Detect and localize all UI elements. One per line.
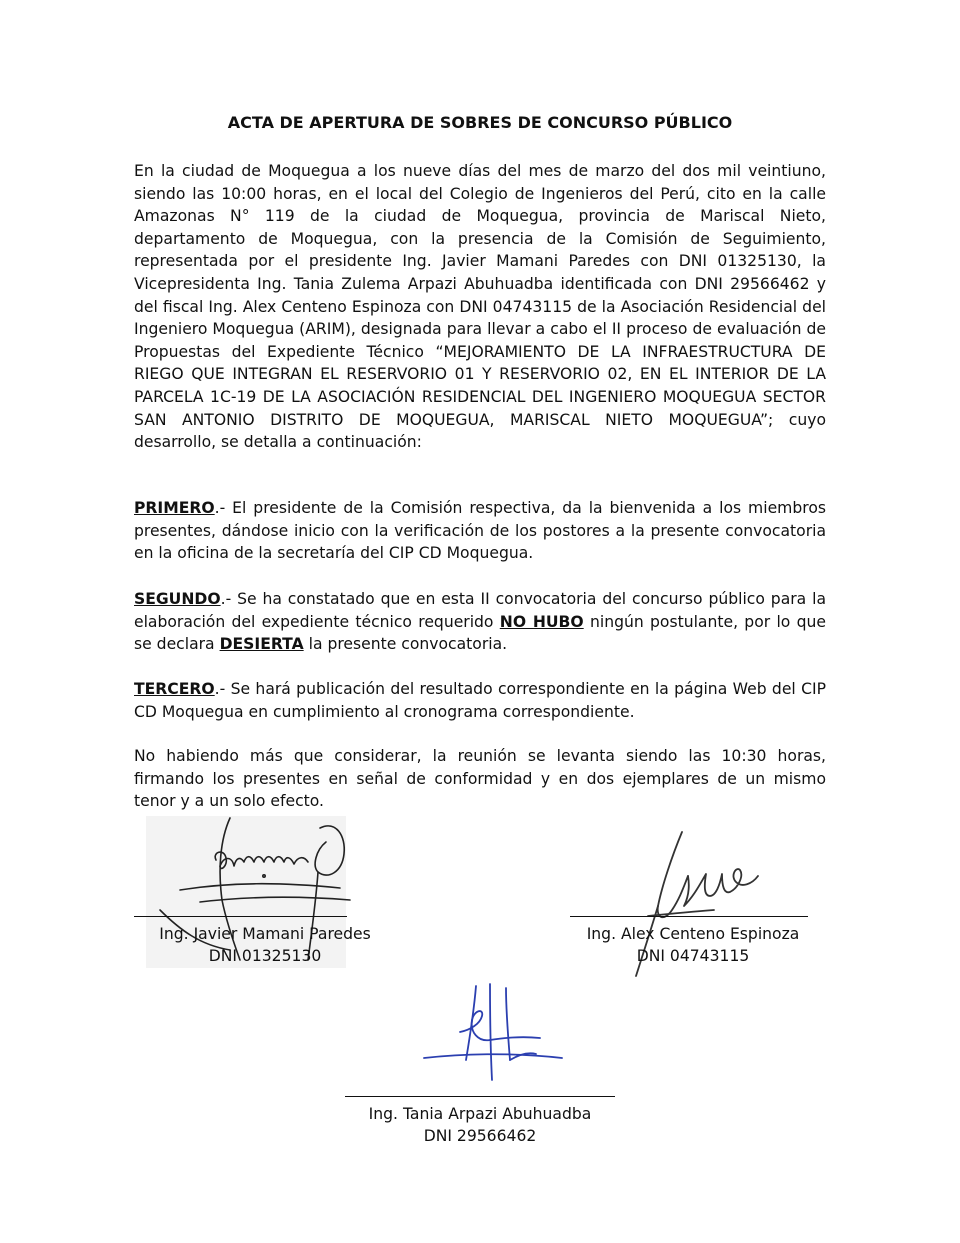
primero-paragraph bbox=[134, 497, 826, 565]
segundo-label: SEGUNDO bbox=[134, 590, 221, 608]
signature-line bbox=[570, 916, 808, 917]
signatory-name: Ing. Alex Centeno Espinoza bbox=[586, 925, 800, 943]
signature-line bbox=[345, 1096, 615, 1097]
signature-line bbox=[134, 916, 347, 917]
signature-block-mamani bbox=[134, 916, 396, 967]
signatory-dni: DNI 01325130 bbox=[208, 947, 322, 965]
closing-paragraph: No habiendo más que considerar, la reunión se levanta siendo las 10:30 horas, firmando los presentes en señal de conformidad y en dos ejemplares de un mismo tenor y a un solo efecto. bbox=[134, 747, 826, 811]
signatory-dni: DNI 29566462 bbox=[423, 1127, 537, 1145]
signatory-name: Ing. Tania Arpazi Abuhuadba bbox=[368, 1105, 592, 1123]
tercero-text: .- Se hará publicación del resultado correspondiente en la página Web del CIP CD Moquegua en cumplimiento al cronograma correspondiente. bbox=[134, 680, 826, 721]
segundo-text-a: .- Se ha constatado que en esta II convocatoria del concurso público para la elaboración del expediente técnico requerido bbox=[134, 590, 826, 631]
tercero-paragraph bbox=[134, 678, 826, 723]
segundo-text-b: ningún postulante, por lo que se declara bbox=[134, 612, 826, 654]
signature-arpazi-icon bbox=[420, 980, 570, 1090]
document-title: ACTA DE APERTURA DE SOBRES DE CONCURSO PÚBLICO bbox=[227, 113, 733, 132]
segundo-text-c: la presente convocatoria. bbox=[303, 635, 508, 654]
signature-block-arpazi bbox=[335, 1096, 625, 1147]
signatory-name: Ing. Javier Mamani Paredes bbox=[159, 925, 371, 943]
signature-block-centeno bbox=[562, 916, 824, 967]
primero-text: .- El presidente de la Comisión respectiva, da la bienvenida a los miembros presentes, dándose inicio con la verificación de los postores a la presente convocatoria en la oficina de la secretaría del CIP CD Moquegua. bbox=[134, 499, 826, 563]
intro-paragraph: En la ciudad de Moquegua a los nueve días del mes de marzo del dos mil veintiuno, siendo las 10:00 horas, en el local del Colegio de Ingenieros del Perú, cito en la calle Amazonas N° 119 de la ciudad de Moquegua, provincia de Mariscal Nieto, departamento de Moquegua, con la presencia de la Comisión de Seguimiento, representada por el presidente Ing. Javier Mamani Paredes con DNI 01325130, la Vicepresidenta Ing. Tania Zulema Arpazi Abuhuadba identificada con DNI 29566462 y del fiscal Ing. Alex Centeno Espinoza con DNI 04743115 de la Asociación Residencial del Ingeniero Moquegua (ARIM), designada para llevar a cabo el II proceso de evaluación de Propuestas del Expediente Técnico “MEJORAMIENTO DE LA INFRAESTRUCTURA DE RIEGO QUE INTEGRAN EL RESERVORIO 01 Y RESERVORIO 02, EN EL INTERIOR DE LA PARCELA 1C-19 DE LA ASOCIACIÓN RESIDENCIAL DEL INGENIERO MOQUEGUA SECTOR SAN ANTONIO DISTRITO DE MOQUEGUA, MARISCAL NIETO MOQUEGUA”; cuyo desarrollo, se detalla a continuación: bbox=[134, 162, 826, 452]
no-hubo-emphasis: NO HUBO bbox=[499, 612, 584, 631]
primero-label: PRIMERO bbox=[134, 499, 215, 517]
desierta-emphasis: DESIERTA bbox=[219, 635, 304, 654]
segundo-paragraph bbox=[134, 588, 826, 656]
signatory-dni: DNI 04743115 bbox=[636, 947, 750, 965]
tercero-label: TERCERO bbox=[134, 680, 215, 698]
